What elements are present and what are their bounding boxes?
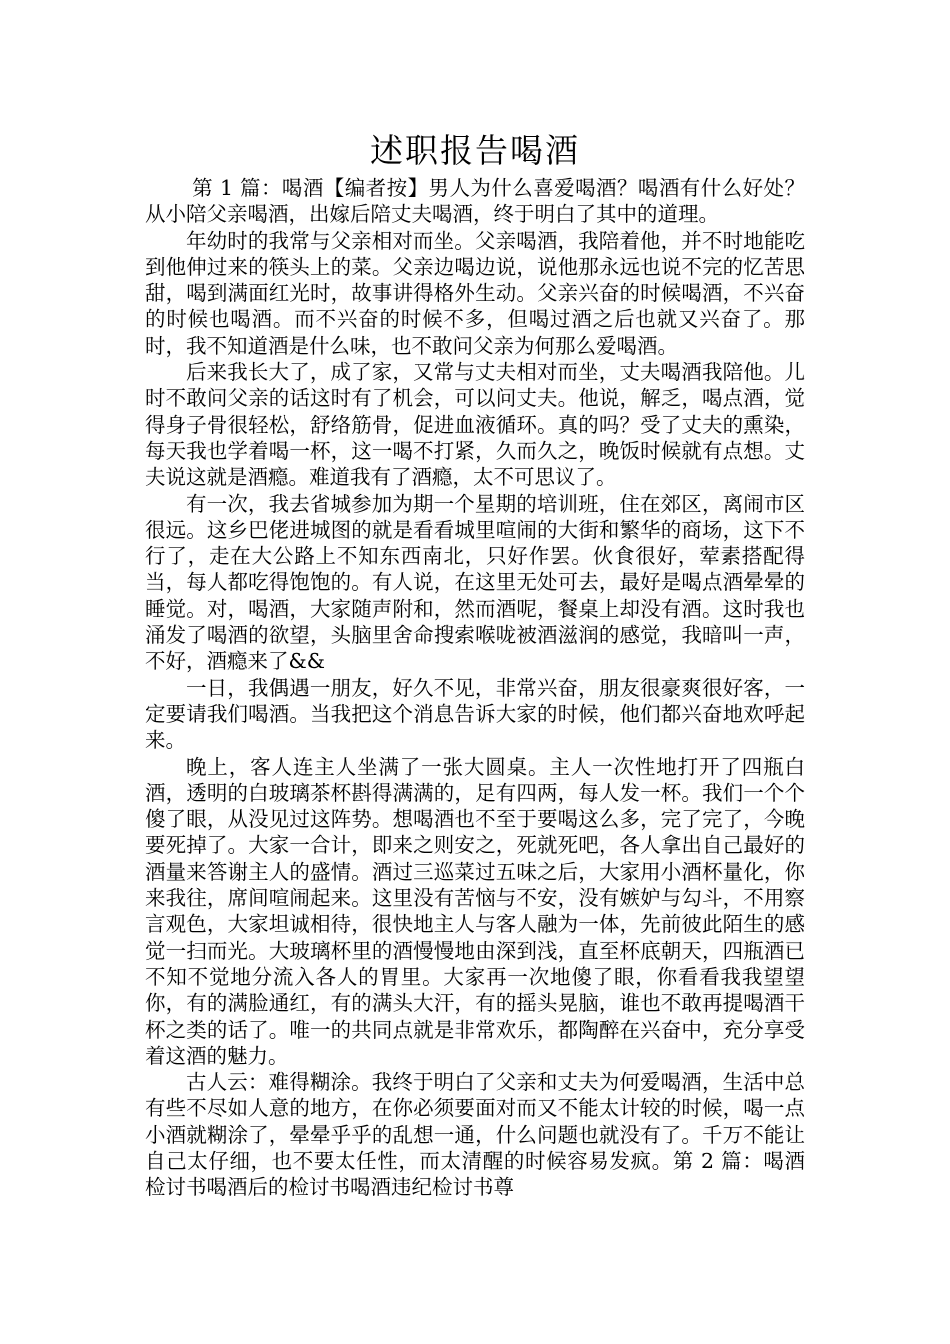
paragraph-1: 第 1 篇：喝酒【编者按】男人为什么喜爱喝酒？喝酒有什么好处？从小陪父亲喝酒，出嫁后陪丈夫喝酒，终于明白了其中的道理。 xyxy=(145,176,805,227)
document-title: 述职报告喝酒 xyxy=(370,131,580,170)
paragraph-5: 一日，我偶遇一朋友，好久不见，非常兴奋，朋友很豪爽很好客，一定要请我们喝酒。当我把这个消息告诉大家的时候，他们都兴奋地欢呼起来。 xyxy=(145,675,805,753)
paragraph-7: 古人云：难得糊涂。我终于明白了父亲和丈夫为何爱喝酒，生活中总有些不尽如人意的地方，在你必须要面对而又不能太计较的时候，喝一点小酒就糊涂了，晕晕乎乎的乱想一通，什么问题也就没有了。千万不能让自己太仔细，也不要太任性，而太清醒的时候容易发疯。第 2 篇：喝酒检讨书喝酒后的检讨书喝酒违纪检讨书尊 xyxy=(145,1070,805,1200)
paragraph-3: 后来我长大了，成了家，又常与丈夫相对而坐，丈夫喝酒我陪他。儿时不敢问父亲的话这时有了机会，可以问丈夫。他说，解乏，喝点酒，觉得身子骨很轻松，舒络筋骨，促进血液循环。真的吗？受了丈夫的熏染，每天我也学着喝一杯，这一喝不打紧，久而久之，晚饭时候就有点想。丈夫说这就是酒瘾。难道我有了酒瘾，太不可思议了。 xyxy=(145,360,805,490)
paragraph-4: 有一次，我去省城参加为期一个星期的培训班，住在郊区，离闹市区很远。这乡巴佬进城图的就是看看城里喧闹的大街和繁华的商场，这下不行了，走在大公路上不知东西南北，只好作罢。伙食很好，荤素搭配得当，每人都吃得饱饱的。有人说，在这里无处可去，最好是喝点酒晕晕的睡觉。对，喝酒，大家随声附和，然而酒呢，餐桌上却没有酒。这时我也涌发了喝酒的欲望，头脑里舍命搜索喉咙被酒滋润的感觉，我暗叫一声，不好，酒瘾来了&& xyxy=(145,491,805,674)
paragraph-2: 年幼时的我常与父亲相对而坐。父亲喝酒，我陪着他，并不时地能吃到他伸过来的筷头上的菜。父亲边喝边说，说他那永远也说不完的忆苦思甜，喝到满面红光时，故事讲得格外生动。父亲兴奋的时候喝酒，不兴奋的时候也喝酒。而不兴奋的时候不多，但喝过酒之后也就又兴奋了。那时，我不知道酒是什么味，也不敢问父亲为何那么爱喝酒。 xyxy=(145,228,805,358)
paragraph-6: 晚上，客人连主人坐满了一张大圆桌。主人一次性地打开了四瓶白酒，透明的白玻璃茶杯斟得满满的，足有四两，每人发一杯。我们一个个傻了眼，从没见过这阵势。想喝酒也不至于要喝这么多，完了完了，今晚要死掉了。大家一合计，即来之则安之，死就死吧，各人拿出自己最好的酒量来答谢主人的盛情。酒过三巡菜过五味之后，大家用小酒杯量化，你来我往，席间喧闹起来。这里没有苦恼与不安，没有嫉妒与勾斗，不用察言观色，大家坦诚相待，很快地主人与客人融为一体，先前彼此陌生的感觉一扫而光。大玻璃杯里的酒慢慢地由深到浅，直至杯底朝天，四瓶酒已不知不觉地分流入各人的胃里。大家再一次地傻了眼，你看看我我望望你，有的满脸通红，有的满头大汗，有的摇头晃脑，谁也不敢再提喝酒干杯之类的话了。唯一的共同点就是非常欢乐，都陶醉在兴奋中，充分享受着这酒的魅力。 xyxy=(145,754,805,1068)
document-body xyxy=(145,175,805,1201)
